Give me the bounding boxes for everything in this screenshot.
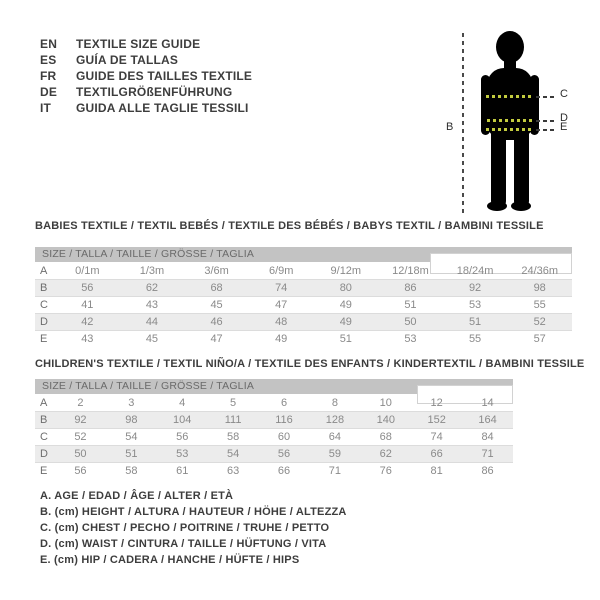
table-cell: 1/3m	[139, 265, 165, 277]
row-cells	[55, 429, 513, 445]
table-cell: 98	[533, 282, 546, 294]
table-cell: 74	[275, 282, 288, 294]
table-cell: 55	[468, 333, 482, 345]
table-cell: 56	[81, 282, 94, 294]
row-cells	[55, 280, 572, 296]
hip-measure-line	[486, 128, 534, 131]
babies-table-body	[35, 263, 572, 348]
table-cell: 4	[179, 397, 186, 409]
language-code: EN	[40, 37, 58, 51]
table-cell: 53	[468, 299, 482, 311]
table-cell: 48	[275, 316, 288, 328]
language-row	[40, 100, 252, 116]
table-cell: 10	[379, 397, 392, 409]
waist-measure-line	[487, 119, 533, 122]
table-cell: 42	[81, 316, 94, 328]
row-label: A	[40, 265, 48, 277]
row-label: C	[40, 299, 48, 311]
row-label: E	[40, 465, 48, 477]
table-cell: 5	[230, 397, 237, 409]
hip-label: E	[560, 121, 568, 133]
table-cell: 66	[430, 448, 443, 460]
table-cell: 50	[74, 448, 87, 460]
table-cell: 58	[226, 431, 240, 443]
table-cell: 49	[275, 333, 288, 345]
table-cell: 45	[145, 333, 159, 345]
language-title: GUIDA ALLE TAGLIE TESSILI	[76, 101, 249, 115]
language-title: GUÍA DE TALLAS	[76, 53, 179, 67]
legend-line: A. AGE / EDAD / ÂGE / ALTER / ETÀ	[40, 490, 234, 502]
table-cell: 43	[145, 299, 159, 311]
children-table-body	[35, 395, 513, 480]
table-cell: 51	[125, 448, 138, 460]
table-cell: 84	[481, 431, 494, 443]
row-cells	[55, 446, 513, 462]
table-cell: 152	[427, 414, 446, 426]
table-cell: 49	[339, 299, 352, 311]
table-cell: 86	[481, 465, 494, 477]
table-row	[35, 395, 513, 412]
language-code: IT	[40, 101, 52, 115]
language-code: FR	[40, 69, 57, 83]
babies-size-header-bar: SIZE / TALLA / TAILLE / GRÖSSE / TAGLIA	[35, 247, 572, 262]
language-row	[40, 84, 252, 100]
language-row	[40, 68, 252, 84]
table-cell: 68	[210, 282, 223, 294]
row-cells	[55, 331, 572, 348]
language-title: TEXTILGRÖßENFÜHRUNG	[76, 85, 233, 99]
table-row	[35, 446, 513, 463]
table-cell: 56	[176, 431, 189, 443]
table-cell: 54	[226, 448, 240, 460]
table-cell: 61	[176, 465, 189, 477]
table-cell: 18/24m	[456, 265, 494, 277]
row-cells	[55, 314, 572, 330]
table-cell: 2	[77, 397, 84, 409]
table-cell: 81	[430, 465, 443, 477]
table-cell: 52	[533, 316, 546, 328]
table-row	[35, 429, 513, 446]
height-label: B	[446, 121, 454, 133]
table-cell: 76	[379, 465, 392, 477]
language-row	[40, 36, 252, 52]
table-cell: 56	[74, 465, 87, 477]
language-title-list	[40, 36, 252, 116]
waist-label: D	[560, 112, 568, 124]
child-measurement-figure	[440, 18, 598, 223]
row-label: D	[40, 448, 48, 460]
row-cells	[55, 297, 572, 313]
table-row	[35, 463, 513, 480]
chest-measure-line	[486, 95, 534, 98]
table-cell: 98	[125, 414, 138, 426]
table-cell: 128	[325, 414, 345, 426]
table-cell: 46	[210, 316, 223, 328]
table-cell: 41	[81, 299, 94, 311]
language-title: TEXTILE SIZE GUIDE	[76, 37, 201, 51]
language-title: GUIDE DES TAILLES TEXTILE	[76, 69, 253, 83]
table-cell: 53	[176, 448, 189, 460]
table-row	[35, 331, 572, 348]
table-cell: 0/1m	[75, 265, 100, 277]
table-row	[35, 314, 572, 331]
table-row	[35, 297, 572, 314]
row-cells	[55, 263, 572, 279]
table-cell: 24/36m	[521, 265, 559, 277]
table-cell: 68	[379, 431, 392, 443]
table-cell: 12/18m	[392, 265, 429, 277]
table-cell: 3/6m	[204, 265, 229, 277]
table-cell: 140	[376, 414, 395, 426]
row-cells	[55, 463, 513, 480]
table-cell: 71	[481, 448, 494, 460]
legend-line: E. (cm) HIP / CADERA / HANCHE / HÜFTE / HIPS	[40, 554, 300, 566]
measurement-legend	[40, 488, 347, 568]
child-silhouette-icon	[480, 30, 544, 218]
table-cell: 47	[275, 299, 288, 311]
table-cell: 58	[125, 465, 138, 477]
row-cells	[55, 412, 513, 428]
children-size-header-bar: SIZE / TALLA / TAILLE / GRÖSSE / TAGLIA	[35, 379, 513, 394]
table-cell: 104	[173, 414, 192, 426]
language-code: DE	[40, 85, 58, 99]
table-cell: 74	[430, 431, 443, 443]
row-label: B	[40, 282, 48, 294]
table-cell: 52	[74, 431, 87, 443]
legend-line: C. (cm) CHEST / PECHO / POITRINE / TRUHE / PETTO	[40, 522, 330, 534]
table-cell: 45	[210, 299, 223, 311]
table-cell: 51	[468, 316, 482, 328]
waist-line-extension	[536, 120, 556, 122]
table-cell: 164	[478, 414, 497, 426]
table-cell: 62	[145, 282, 159, 294]
table-cell: 54	[125, 431, 138, 443]
table-cell: 51	[404, 299, 417, 311]
table-cell: 63	[226, 465, 240, 477]
legend-line: B. (cm) HEIGHT / ALTURA / HAUTEUR / HÖHE / ALTEZZA	[40, 506, 347, 518]
table-cell: 71	[328, 465, 342, 477]
table-cell: 6	[280, 397, 288, 409]
hip-line-extension	[536, 129, 556, 131]
table-cell: 66	[277, 465, 291, 477]
table-cell: 12	[430, 397, 443, 409]
table-cell: 8	[331, 397, 338, 409]
table-cell: 44	[145, 316, 159, 328]
table-cell: 60	[277, 431, 291, 443]
children-table-title: CHILDREN'S TEXTILE / TEXTIL NIÑO/A / TEXTILE DES ENFANTS / KINDERTEXTIL / BAMBINI TESSILE	[35, 358, 585, 370]
table-cell: 43	[81, 333, 94, 345]
table-cell: 14	[481, 397, 494, 409]
height-measure-line	[462, 33, 464, 213]
row-label: E	[40, 333, 48, 345]
children-size-table	[35, 379, 513, 480]
row-label: C	[40, 431, 48, 443]
table-cell: 53	[404, 333, 417, 345]
language-code: ES	[40, 53, 57, 67]
row-cells	[55, 395, 513, 411]
table-cell: 57	[533, 333, 546, 345]
table-cell: 111	[224, 414, 242, 426]
legend-line: D. (cm) WAIST / CINTURA / TAILLE / HÜFTUNG / VITA	[40, 538, 327, 550]
row-label: B	[40, 414, 48, 426]
row-label: A	[40, 397, 48, 409]
table-cell: 47	[210, 333, 223, 345]
table-row	[35, 412, 513, 429]
table-cell: 49	[339, 316, 352, 328]
table-cell: 80	[339, 282, 352, 294]
table-cell: 56	[277, 448, 291, 460]
table-cell: 116	[275, 414, 293, 426]
table-cell: 64	[328, 431, 342, 443]
table-row	[35, 280, 572, 297]
language-row	[40, 52, 252, 68]
chest-label: C	[560, 88, 568, 100]
table-cell: 92	[74, 414, 87, 426]
row-label: D	[40, 316, 48, 328]
table-cell: 51	[339, 333, 352, 345]
table-cell: 59	[328, 448, 342, 460]
table-cell: 86	[404, 282, 417, 294]
table-cell: 55	[533, 299, 546, 311]
table-cell: 9/12m	[330, 265, 362, 277]
table-cell: 50	[404, 316, 417, 328]
chest-line-extension	[536, 96, 556, 98]
table-cell: 92	[468, 282, 482, 294]
table-cell: 62	[379, 448, 392, 460]
babies-size-table	[35, 247, 572, 348]
table-cell: 6/9m	[268, 265, 294, 277]
babies-table-title: BABIES TEXTILE / TEXTIL BEBÉS / TEXTILE DES BÉBÉS / BABYS TEXTIL / BAMBINI TESSILE	[35, 220, 544, 232]
table-cell: 3	[128, 397, 135, 409]
table-row	[35, 263, 572, 280]
